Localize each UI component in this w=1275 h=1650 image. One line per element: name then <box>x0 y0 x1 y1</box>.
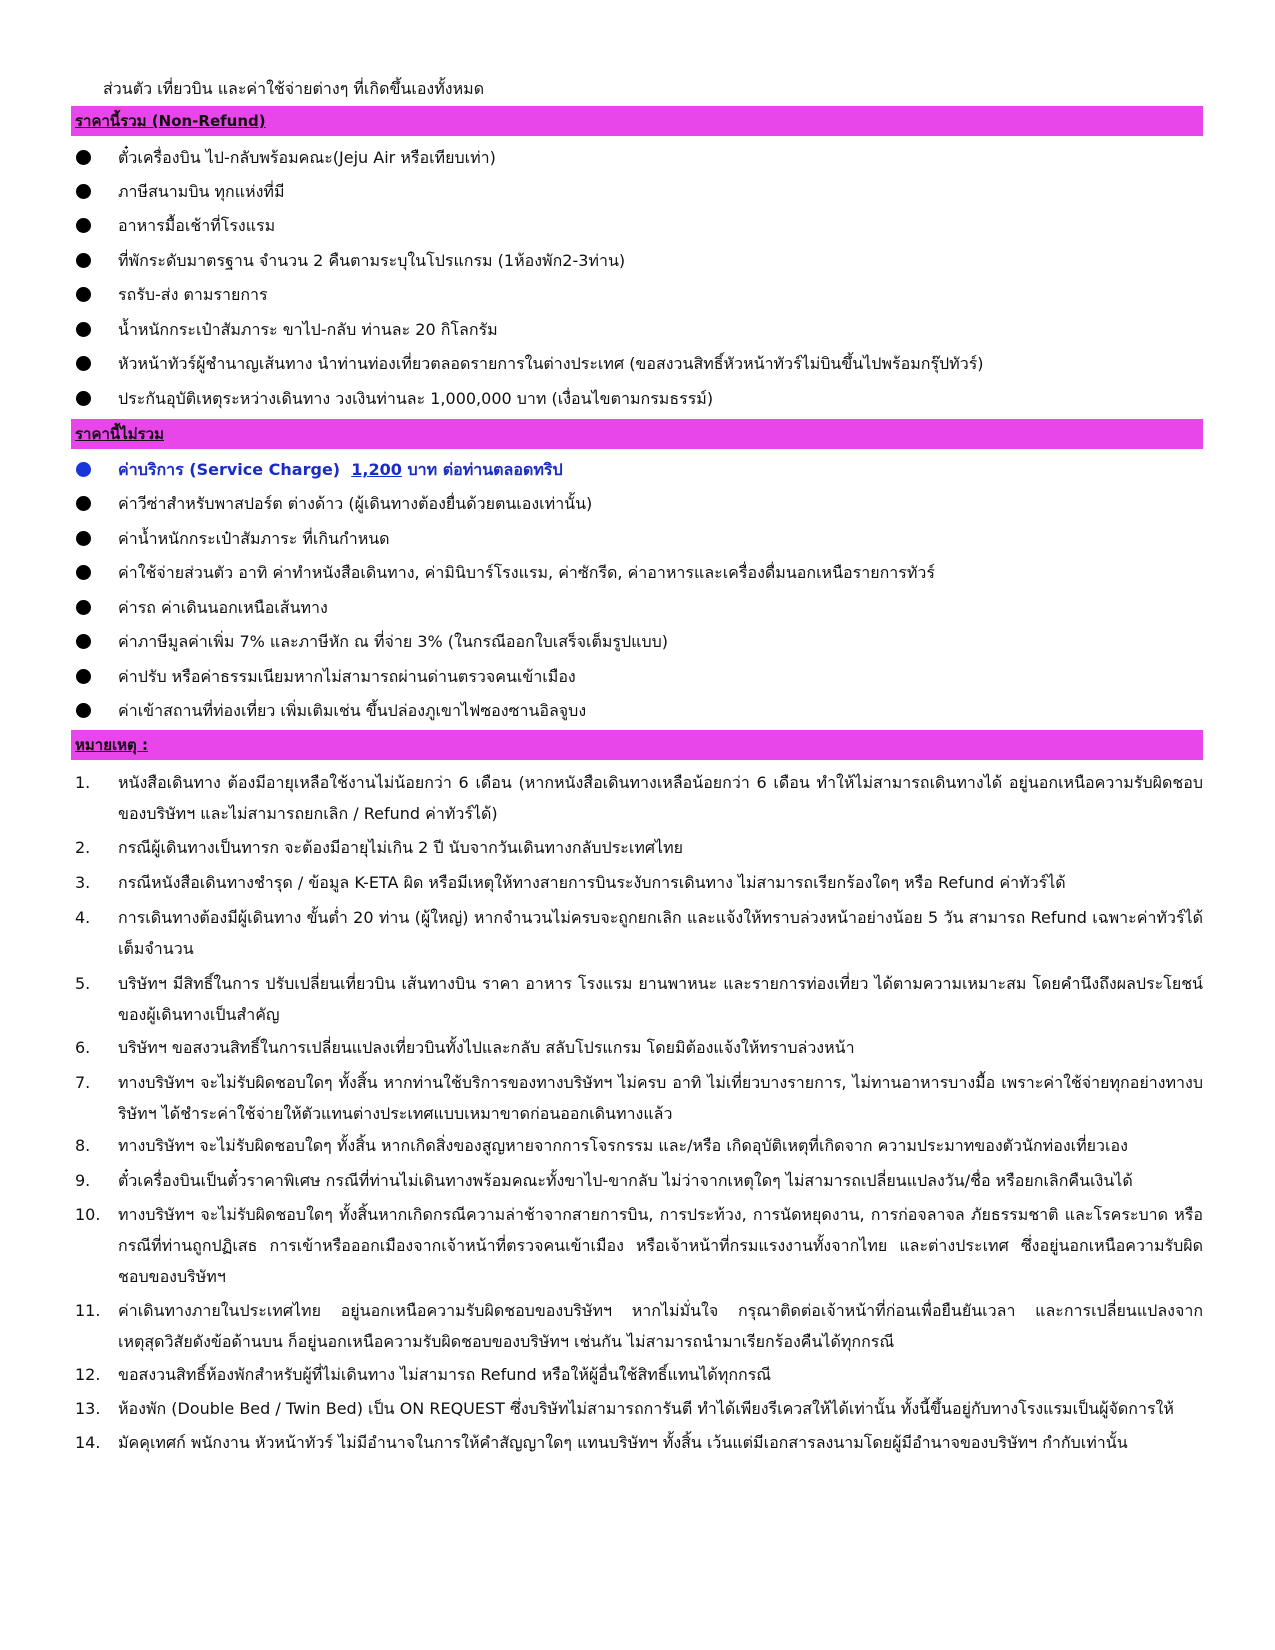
service-charge-label: ค่าบริการ (Service Charge) <box>118 460 341 479</box>
bullet-icon <box>76 322 91 337</box>
service-charge-suffix: บาท ต่อท่านตลอดทริป <box>407 460 563 479</box>
bullet-icon <box>76 462 91 477</box>
list-item: ค่าปรับ หรือค่าธรรมเนียมหากไม่สามารถผ่านด่านตรวจคนเข้าเมือง <box>0 662 1275 692</box>
list-item: ค่าน้ำหนักกระเป๋าสัมภาระ ที่เกินกำหนด <box>0 524 1275 554</box>
list-item: ที่พักระดับมาตรฐาน จำนวน 2 คืนตามระบุในโปรแกรม (1ห้องพัก2-3ท่าน) <box>0 246 1275 276</box>
list-item: หัวหน้าทัวร์ผู้ชำนาญเส้นทาง นำท่านท่องเที่ยวตลอดรายการในต่างประเทศ (ขอสงวนสิทธิ์หัวหน้าทัวร์ไม่บินขึ้นไปพร้อมกรุ๊ปทัวร์) <box>0 349 1275 379</box>
list-item: ค่าภาษีมูลค่าเพิ่ม 7% และภาษีหัก ณ ที่จ่าย 3% (ในกรณีออกใบเสร็จเต็มรูปแบบ) <box>0 627 1275 657</box>
bullet-icon <box>76 600 91 615</box>
bullet-icon <box>76 184 91 199</box>
list-item: ค่ารถ ค่าเดินนอกเหนือเส้นทาง <box>0 593 1275 623</box>
bullet-icon <box>76 703 91 718</box>
bullet-icon <box>76 565 91 580</box>
intro-line: ส่วนตัว เที่ยวบิน และค่าใช้จ่ายต่างๆ ที่เกิดขึ้นเองทั้งหมด <box>103 79 485 98</box>
bullet-icon <box>76 496 91 511</box>
bullet-icon <box>76 218 91 233</box>
bullet-icon <box>76 391 91 406</box>
list-item: น้ำหนักกระเป๋าสัมภาระ ขาไป-กลับ ท่านละ 20 กิโลกรัม <box>0 315 1275 345</box>
bullet-icon <box>76 634 91 649</box>
bullet-icon <box>76 253 91 268</box>
bullet-icon <box>76 287 91 302</box>
bullet-icon <box>76 531 91 546</box>
document-page: ส่วนตัว เที่ยวบิน และค่าใช้จ่ายต่างๆ ที่เกิดขึ้นเองทั้งหมด ราคานี้รวม (Non-Refund) ตั๋วเครื่องบิน ไป-กลับพร้อมคณะ(Jeju Air หรือเทียบเท่า) ภาษีสนามบิน ทุกแห่งที่มี อาหารมื้อเช้าที่โรงแรม ที่พักระดับมาตรฐาน จำนวน 2 คืนตามระบุในโปรแกรม (1ห้องพัก2-3ท่าน) รถรับ-ส่ง ตามรายการ น้ำหนักกระเป๋าสัมภาระ ขาไป-กลับ ท่านละ 20 กิโลกรัม หัวหน้าทัวร์ผู้ชำนาญเส้นทาง นำท่านท่องเที่ยวตลอดรายการในต่างประเทศ (ขอสงวนสิทธิ์หัวหน้าทัวร์ไม่บินขึ้นไปพร้อมกรุ๊ปทัวร์) ประกันอุบัติเหตุระหว่างเดินทาง วงเงินท่านละ 1,000,000 บาท (เงื่อนไขตามกรมธรรม์) ราคานี้ไม่รวม ค่าบริการ (Service Charge) 1,200 บาท ต่อท่านตลอดทริป ค่าวีซ่าสำหรับพาสปอร์ต ต่างด้าว (ผู้เดินทางต้องยื่นด้วยตนเองเท่านั้น) ค่าน้ำหนักกระเป๋าสัมภาระ ที่เกินกำหนด ค่าใช้จ่ายส่วนตัว อาทิ ค่าทำหนังสือเดินทาง, ค่ามินิบาร์โรงแรม, ค่าซักรีด, ค่าอาหารและเครื่องดื่มนอกเหนือรายการทัวร์ ค่ารถ ค่าเดินนอกเหนือเส้นทาง ค่าภาษีมูลค่าเพิ่ม 7% และภาษีหัก ณ ที่จ่าย 3% (ในกรณีออกใบเสร็จเต็มรูปแบบ) ค่าปรับ หรือค่าธรรมเนียมหากไม่สามารถผ่านด่านตรวจคนเข้าเมือง ค่าเข้าสถานที่ท่องเที่ยว เพิ่มเติมเช่น ขึ้นปล่องภูเขาไฟซองซานอิลจูบง หมายเหตุ : 1. หนังสือเดินทาง ต้องมีอายุเหลือใช้งานไม่น้อยกว่า 6 เดือน (หากหนังสือเดินทางเหลือน้อยกว่า 6 เดือน ทำให้ไม่สามารถเดินทางได้ อยู่นอกเหนือความรับผิดชอบของบริษัทฯ และไม่สามารถยกเลิก / Refund ค่าทัวร์ได้) 2. กรณีผู้เดินทางเป็นทารก จะต้องมีอายุไม่เกิน 2 ปี นับจากวันเดินทางกลับประเทศไทย 3. กรณีหนังสือเดินทางชำรุด / ข้อมูล K-ETA ผิด หรือมีเหตุให้ทางสายการบินระงับการเดินทาง ไม่สามารถเรียกร้องใดๆ หรือ Refund ค่าทัวร์ได้ 4. การเดินทางต้องมีผู้เดินทาง ขั้นต่ำ 20 ท่าน (ผู้ใหญ่) หากจำนวนไม่ครบจะถูกยกเลิก และแจ้งให้ทราบล่วงหน้าอย่างน้อย 5 วัน สามารถ Refund เฉพาะค่าทัวร์ได้เต็มจำนวน 5. บริษัทฯ มีสิทธิ์ในการ ปรับเปลี่ยนเที่ยวบิน เส้นทางบิน ราคา อาหาร โรงแรม ยานพาหนะ และรายการท่องเที่ยว ได้ตามความเหมาะสม โดยคำนึงถึงผลประโยชน์ของผู้เดินทางเป็นสำคัญ 6. บริษัทฯ ขอสงวนสิทธิ์ในการเปลี่ยนแปลงเที่ยวบินทั้งไปและกลับ สลับโปรแกรม โดยมิต้องแจ้งให้ทราบล่วงหน้า 7. ทางบริษัทฯ จะไม่รับผิดชอบใดๆ ทั้งสิ้น หากท่านใช้บริการของทางบริษัทฯ ไม่ครบ อาทิ ไม่เที่ยวบางรายการ, ไม่ทานอาหารบางมื้อ เพราะค่าใช้จ่ายทุกอย่างทางบริษัทฯ ได้ชำระค่าใช้จ่ายให้ตัวแทนต่างประเทศแบบเหมาขาดก่อนออกเดินทางแล้ว 8. ทางบริษัทฯ จะไม่รับผิดชอบใดๆ ทั้งสิ้น หากเกิดสิ่งของสูญหายจากการโจรกรรม และ/หรือ เกิดอุบัติเหตุที่เกิดจาก ความประมาทของตัวนักท่องเที่ยวเอง 9. ตั๋วเครื่องบินเป็นตั๋วราคาพิเศษ กรณีที่ท่านไม่เดินทางพร้อมคณะทั้งขาไป-ขากลับ ไม่ว่าจากเหตุใดๆ ไม่สามารถเปลี่ยนแปลงวัน/ชื่อ หรือยกเลิกคืนเงินได้ 10. ทางบริษัทฯ จะไม่รับผิดชอบใดๆ ทั้งสิ้นหากเกิดกรณีความล่าช้าจากสายการบิน, การประท้วง, การนัดหยุดงาน, การก่อจลาจล ภัยธรรมชาติ และโรคระบาด หรือกรณีที่ท่านถูกปฏิเสธ การเข้าหรือออกเมืองจากเจ้าหน้าที่ตรวจคนเข้าเมือง หรือเจ้าหน้าที่กรมแรงงานทั้งจากไทย และต่างประเทศ ซึ่งอยู่นอกเหนือความรับผิดชอบของบริษัทฯ 11. ค่าเดินทางภายในประเทศไทย อยู่นอกเหนือความรับผิดชอบของบริษัทฯ หากไม่มั่นใจ กรุณาติดต่อเจ้าหน้าที่ก่อนเพื่อยืนยันเวลา และการเปลี่ยนแปลงจากเหตุสุดวิสัยดังข้อด้านบน ก็อยู่นอกเหนือความรับผิดชอบของบริษัทฯ เช่นกัน ไม่สามารถนำมาเรียกร้องคืนได้ทุกกรณี 12. ขอสงวนสิทธิ์ห้องพักสำหรับผู้ที่ไม่เดินทาง ไม่สามารถ Refund หรือให้ผู้อื่นใช้สิทธิ์แทนได้ทุกกรณี 13. ห้องพัก (Double Bed / Twin Bed) เป็น ON REQUEST ซึ่งบริษัทไม่สามารถการันตี ทำได้เพียงรีเควสให้ได้เท่านั้น ทั้งนี้ขึ้นอยู่กับทางโรงแรมเป็นผู้จัดการให้ 14. มัคคุเทศก์ พนักงาน หัวหน้าทัวร์ ไม่มีอำนาจในการให้คำสัญญาใดๆ แทนบริษัทฯ ทั้งสิ้น เว้นแต่มีเอกสารลงนามโดยผู้มีอำนาจของบริษัทฯ กำกับเท่านั้น <box>0 0 1275 1650</box>
list-item: อาหารมื้อเช้าที่โรงแรม <box>0 211 1275 241</box>
excluded-header: ราคานี้ไม่รวม <box>71 419 1203 449</box>
bullet-icon <box>76 669 91 684</box>
bullet-icon <box>76 150 91 165</box>
service-charge-item <box>0 455 1275 485</box>
list-item: ตั๋วเครื่องบิน ไป-กลับพร้อมคณะ(Jeju Air หรือเทียบเท่า) <box>0 143 1275 173</box>
list-item: ภาษีสนามบิน ทุกแห่งที่มี <box>0 177 1275 207</box>
bullet-icon <box>76 356 91 371</box>
notes-header: หมายเหตุ : <box>71 730 1203 760</box>
list-item: ค่าเข้าสถานที่ท่องเที่ยว เพิ่มเติมเช่น ขึ้นปล่องภูเขาไฟซองซานอิลจูบง <box>0 696 1275 726</box>
list-item: ประกันอุบัติเหตุระหว่างเดินทาง วงเงินท่านละ 1,000,000 บาท (เงื่อนไขตามกรมธรรม์) <box>0 384 1275 414</box>
included-header: ราคานี้รวม (Non-Refund) <box>71 106 1203 136</box>
list-item: รถรับ-ส่ง ตามรายการ <box>0 280 1275 310</box>
list-item: ค่าวีซ่าสำหรับพาสปอร์ต ต่างด้าว (ผู้เดินทางต้องยื่นด้วยตนเองเท่านั้น) <box>0 489 1275 519</box>
service-charge-amount: 1,200 <box>351 460 402 479</box>
list-item: ค่าใช้จ่ายส่วนตัว อาทิ ค่าทำหนังสือเดินทาง, ค่ามินิบาร์โรงแรม, ค่าซักรีด, ค่าอาหารและเครื่องดื่มนอกเหนือรายการทัวร์ <box>0 558 1275 588</box>
